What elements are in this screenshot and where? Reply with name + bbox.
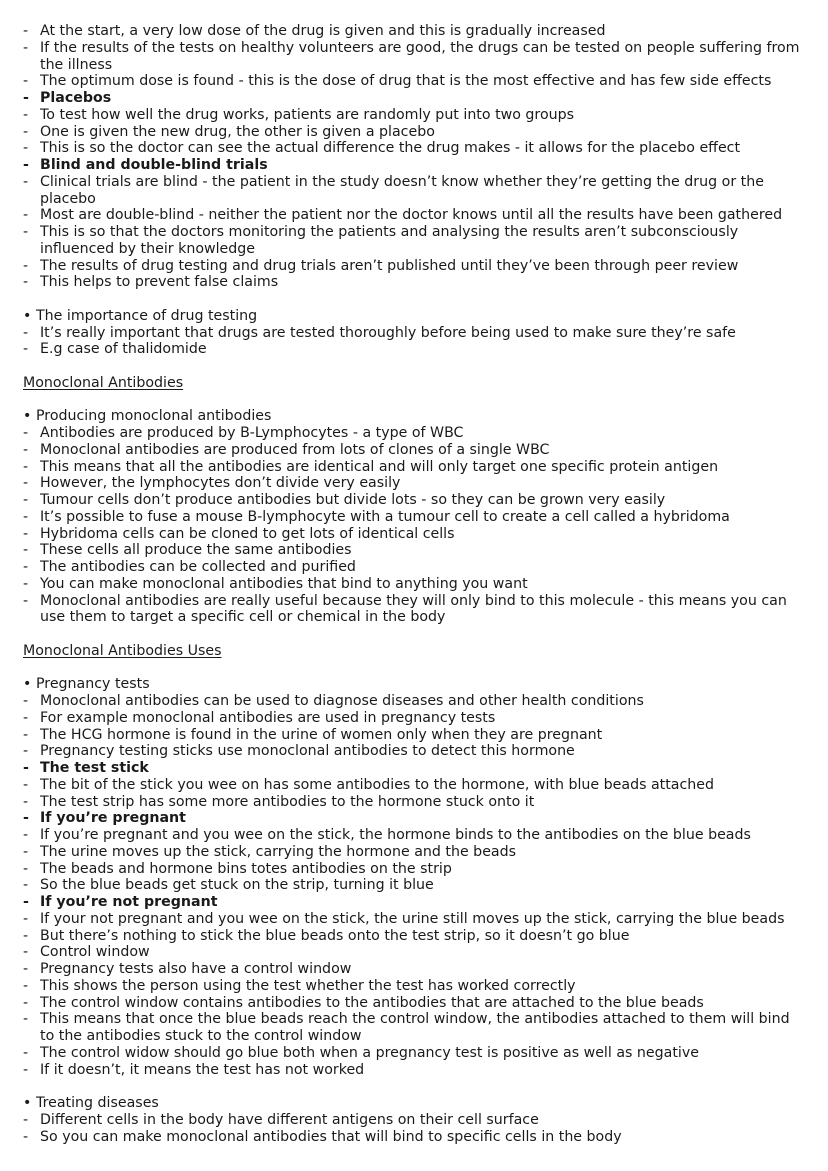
item-text: However, the lymphocytes don’t divide very easily [40, 475, 401, 492]
dash-marker: - [23, 693, 29, 709]
dash-marker: - [23, 726, 29, 743]
item-text: For example monoclonal antibodies are used in pregnancy tests [40, 709, 496, 726]
item-text: Control window [40, 944, 150, 961]
item-text: Blind and double-blind trials [40, 157, 268, 173]
notes-section [23, 375, 808, 626]
dash-marker: - [23, 860, 29, 877]
item-text: The bit of the stick you wee on has some antibodies to the hormone, with blue beads attached [40, 776, 715, 793]
item-text: Placebos [40, 90, 112, 106]
dash-marker: - [23, 910, 29, 927]
list-item [23, 1062, 808, 1079]
item-text: The HCG hormone is found in the urine of women only when they are pregnant [40, 726, 603, 743]
item-text: If you’re not pregnant [40, 894, 218, 910]
list-item [23, 559, 808, 576]
dash-marker: - [23, 810, 29, 827]
list-item [23, 961, 808, 978]
dash-marker: - [23, 1111, 29, 1128]
dash-marker: - [23, 157, 29, 173]
dash-marker: - [23, 458, 29, 475]
dash-marker: - [23, 39, 29, 56]
item-text: You can make monoclonal antibodies that bind to anything you want [40, 575, 528, 592]
list-item [23, 425, 808, 442]
dash-marker: - [23, 1128, 29, 1145]
list-item [23, 459, 808, 476]
list-item [23, 978, 808, 995]
bullet-topic [23, 408, 808, 425]
dash-marker: - [23, 894, 29, 910]
list-item [23, 693, 808, 710]
notes-page [23, 23, 808, 1145]
list-item [23, 576, 808, 593]
dash-marker: - [23, 324, 29, 341]
bullet-topic [23, 308, 808, 325]
list-item [23, 492, 808, 509]
item-text: If it doesn’t, it means the test has not worked [40, 1061, 365, 1078]
list-item [23, 861, 808, 878]
bullet-topic [23, 1095, 808, 1112]
list-item [23, 911, 808, 928]
item-text: The importance of drug testing [36, 307, 258, 324]
item-text: The test stick [40, 760, 149, 776]
item-text: E.g case of thalidomide [40, 341, 207, 358]
list-item [23, 107, 808, 124]
list-item [23, 794, 808, 811]
dash-marker: - [23, 106, 29, 123]
section-heading-monoclonal-antibodies: Monoclonal Antibodies [23, 374, 184, 391]
list-item [23, 777, 808, 794]
list-item [23, 124, 808, 141]
subheading-item [23, 810, 808, 827]
item-text: Monoclonal antibodies are produced from lots of clones of a single WBC [40, 441, 550, 458]
dash-marker: - [23, 173, 29, 190]
dash-marker: - [23, 341, 29, 358]
list-item [23, 341, 808, 358]
heading-spacer [23, 392, 808, 409]
item-text: If you’re pregnant [40, 810, 186, 827]
item-text: The results of drug testing and drug trials aren’t published until they’ve been through peer review [40, 257, 739, 274]
list-item [23, 475, 808, 492]
item-text: Pregnancy tests [36, 676, 150, 693]
dash-marker: - [23, 961, 29, 977]
item-text: This is so that the doctors monitoring the patients and analysing the results aren’t subconsciously influenced by their knowledge [40, 224, 739, 257]
dash-marker: - [23, 877, 29, 894]
item-text: Pregnancy tests also have a control window [40, 961, 352, 977]
item-text: But there’s nothing to stick the blue beads onto the test strip, so it doesn’t go blue [40, 927, 630, 944]
dash-marker: - [23, 559, 29, 575]
list-item [23, 174, 808, 208]
item-text: Pregnancy testing sticks use monoclonal antibodies to detect this hormone [40, 743, 575, 760]
dash-marker: - [23, 1061, 29, 1078]
item-text: The beads and hormone bins totes antibodies on the strip [40, 860, 452, 877]
dash-marker: - [23, 776, 29, 793]
dash-marker: - [23, 827, 29, 843]
list-item [23, 1045, 808, 1062]
item-text: If you’re pregnant and you wee on the stick, the hormone binds to the antibodies on the blue beads [40, 827, 751, 843]
subheading-item [23, 157, 808, 174]
list-item [23, 1011, 808, 1045]
item-text: So the blue beads get stuck on the strip, turning it blue [40, 877, 434, 894]
list-item [23, 526, 808, 543]
list-item [23, 23, 808, 40]
subheading-item [23, 760, 808, 777]
dash-marker: - [23, 257, 29, 274]
list-item [23, 40, 808, 74]
dash-marker: - [23, 927, 29, 944]
list-item [23, 593, 808, 627]
dash-marker: - [23, 575, 29, 592]
list-item [23, 928, 808, 945]
item-text: One is given the new drug, the other is given a placebo [40, 123, 435, 140]
dash-marker: - [23, 977, 29, 994]
item-text: The control widow should go blue both when a pregnancy test is positive as well as negative [40, 1044, 699, 1061]
item-text: To test how well the drug works, patients are randomly put into two groups [40, 106, 575, 123]
item-text: The test strip has some more antibodies to the hormone stuck onto it [40, 793, 535, 810]
dash-marker: - [23, 592, 29, 609]
dash-marker: - [23, 760, 29, 776]
section-spacer [23, 291, 808, 308]
list-item [23, 995, 808, 1012]
list-item [23, 944, 808, 961]
item-text: So you can make monoclonal antibodies that will bind to specific cells in the body [40, 1128, 622, 1145]
list-item [23, 207, 808, 224]
notes-section [23, 23, 808, 291]
dash-marker: - [23, 73, 29, 90]
dash-marker: - [23, 944, 29, 961]
section-spacer [23, 358, 808, 375]
bullet-topic [23, 676, 808, 693]
dash-marker: - [23, 508, 29, 525]
list-item [23, 509, 808, 526]
dash-marker: - [23, 274, 29, 291]
list-item [23, 274, 808, 291]
item-text: These cells all produce the same antibodies [40, 542, 352, 559]
dash-marker: - [23, 1044, 29, 1061]
dash-marker: - [23, 140, 29, 157]
item-text: This is so the doctor can see the actual difference the drug makes - it allows for the placebo effect [40, 140, 741, 157]
item-text: It’s possible to fuse a mouse B-lymphocyte with a tumour cell to create a cell called a hybridoma [40, 508, 730, 525]
list-item [23, 73, 808, 90]
item-text: Different cells in the body have different antigens on their cell surface [40, 1111, 539, 1128]
item-text: The urine moves up the stick, carrying the hormone and the beads [40, 843, 517, 860]
dash-marker: - [23, 23, 29, 39]
dash-marker: - [23, 207, 29, 224]
dash-marker: - [23, 475, 29, 492]
list-item [23, 743, 808, 760]
section-heading-monoclonal-antibodies-uses: Monoclonal Antibodies Uses [23, 642, 222, 659]
item-text: This means that once the blue beads reach the control window, the antibodies attached to them will bind to the antibodies stuck to the control window [40, 1011, 790, 1044]
item-text: The control window contains antibodies to the antibodies that are attached to the blue beads [40, 994, 704, 1011]
list-item [23, 844, 808, 861]
dash-marker: - [23, 123, 29, 140]
bullet-marker: • [23, 307, 32, 324]
notes-section [23, 643, 808, 1079]
notes-section [23, 1095, 808, 1145]
item-text: Producing monoclonal antibodies [36, 408, 272, 425]
item-text: Treating diseases [36, 1095, 159, 1111]
list-item [23, 1112, 808, 1129]
dash-marker: - [23, 224, 29, 240]
dash-marker: - [23, 843, 29, 860]
list-item [23, 1129, 808, 1146]
section-spacer [23, 1078, 808, 1095]
notes-section [23, 308, 808, 358]
dash-marker: - [23, 525, 29, 542]
item-text: This shows the person using the test whether the test has worked correctly [40, 977, 576, 994]
dash-marker: - [23, 994, 29, 1011]
list-item [23, 258, 808, 275]
list-item [23, 140, 808, 157]
list-item [23, 542, 808, 559]
dash-marker: - [23, 90, 29, 106]
dash-marker: - [23, 709, 29, 726]
dash-marker: - [23, 743, 29, 760]
bullet-marker: • [23, 408, 32, 425]
item-text: Monoclonal antibodies can be used to diagnose diseases and other health conditions [40, 693, 644, 709]
item-text: Most are double-blind - neither the patient nor the doctor knows until all the results have been gathered [40, 207, 783, 224]
item-text: If the results of the tests on healthy volunteers are good, the drugs can be tested on people suffering from the illness [40, 39, 800, 73]
bullet-marker: • [23, 676, 32, 693]
dash-marker: - [23, 542, 29, 559]
dash-marker: - [23, 441, 29, 458]
dash-marker: - [23, 1011, 29, 1028]
list-item [23, 877, 808, 894]
heading-spacer [23, 660, 808, 677]
section-spacer [23, 626, 808, 643]
item-text: The antibodies can be collected and purified [40, 559, 356, 575]
item-text: Hybridoma cells can be cloned to get lots of identical cells [40, 525, 455, 542]
dash-marker: - [23, 425, 29, 441]
dash-marker: - [23, 492, 29, 508]
item-text: Tumour cells don’t produce antibodies but divide lots - so they can be grown very easily [40, 492, 666, 508]
item-text: Clinical trials are blind - the patient in the study doesn’t know whether they’re getting the drug or the placebo [40, 173, 764, 207]
item-text: The optimum dose is found - this is the dose of drug that is the most effective and has few side effects [40, 73, 772, 90]
list-item [23, 727, 808, 744]
bullet-marker: • [23, 1095, 32, 1111]
item-text: This helps to prevent false claims [40, 274, 279, 291]
item-text: Antibodies are produced by B-Lymphocytes - a type of WBC [40, 425, 464, 441]
item-text: At the start, a very low dose of the drug is given and this is gradually increased [40, 23, 606, 39]
dash-marker: - [23, 793, 29, 810]
item-text: It’s really important that drugs are tested thoroughly before being used to make sure they’re safe [40, 324, 736, 341]
list-item [23, 442, 808, 459]
item-text: Monoclonal antibodies are really useful because they will only bind to this molecule - this means you can use them to target a specific cell or chemical in the body [40, 592, 787, 626]
item-text: This means that all the antibodies are identical and will only target one specific protein antigen [40, 458, 719, 475]
item-text: If your not pregnant and you wee on the stick, the urine still moves up the stick, carrying the blue beads [40, 910, 785, 927]
list-item [23, 224, 808, 258]
subheading-item [23, 894, 808, 911]
list-item [23, 827, 808, 844]
list-item [23, 710, 808, 727]
subheading-item [23, 90, 808, 107]
list-item [23, 325, 808, 342]
